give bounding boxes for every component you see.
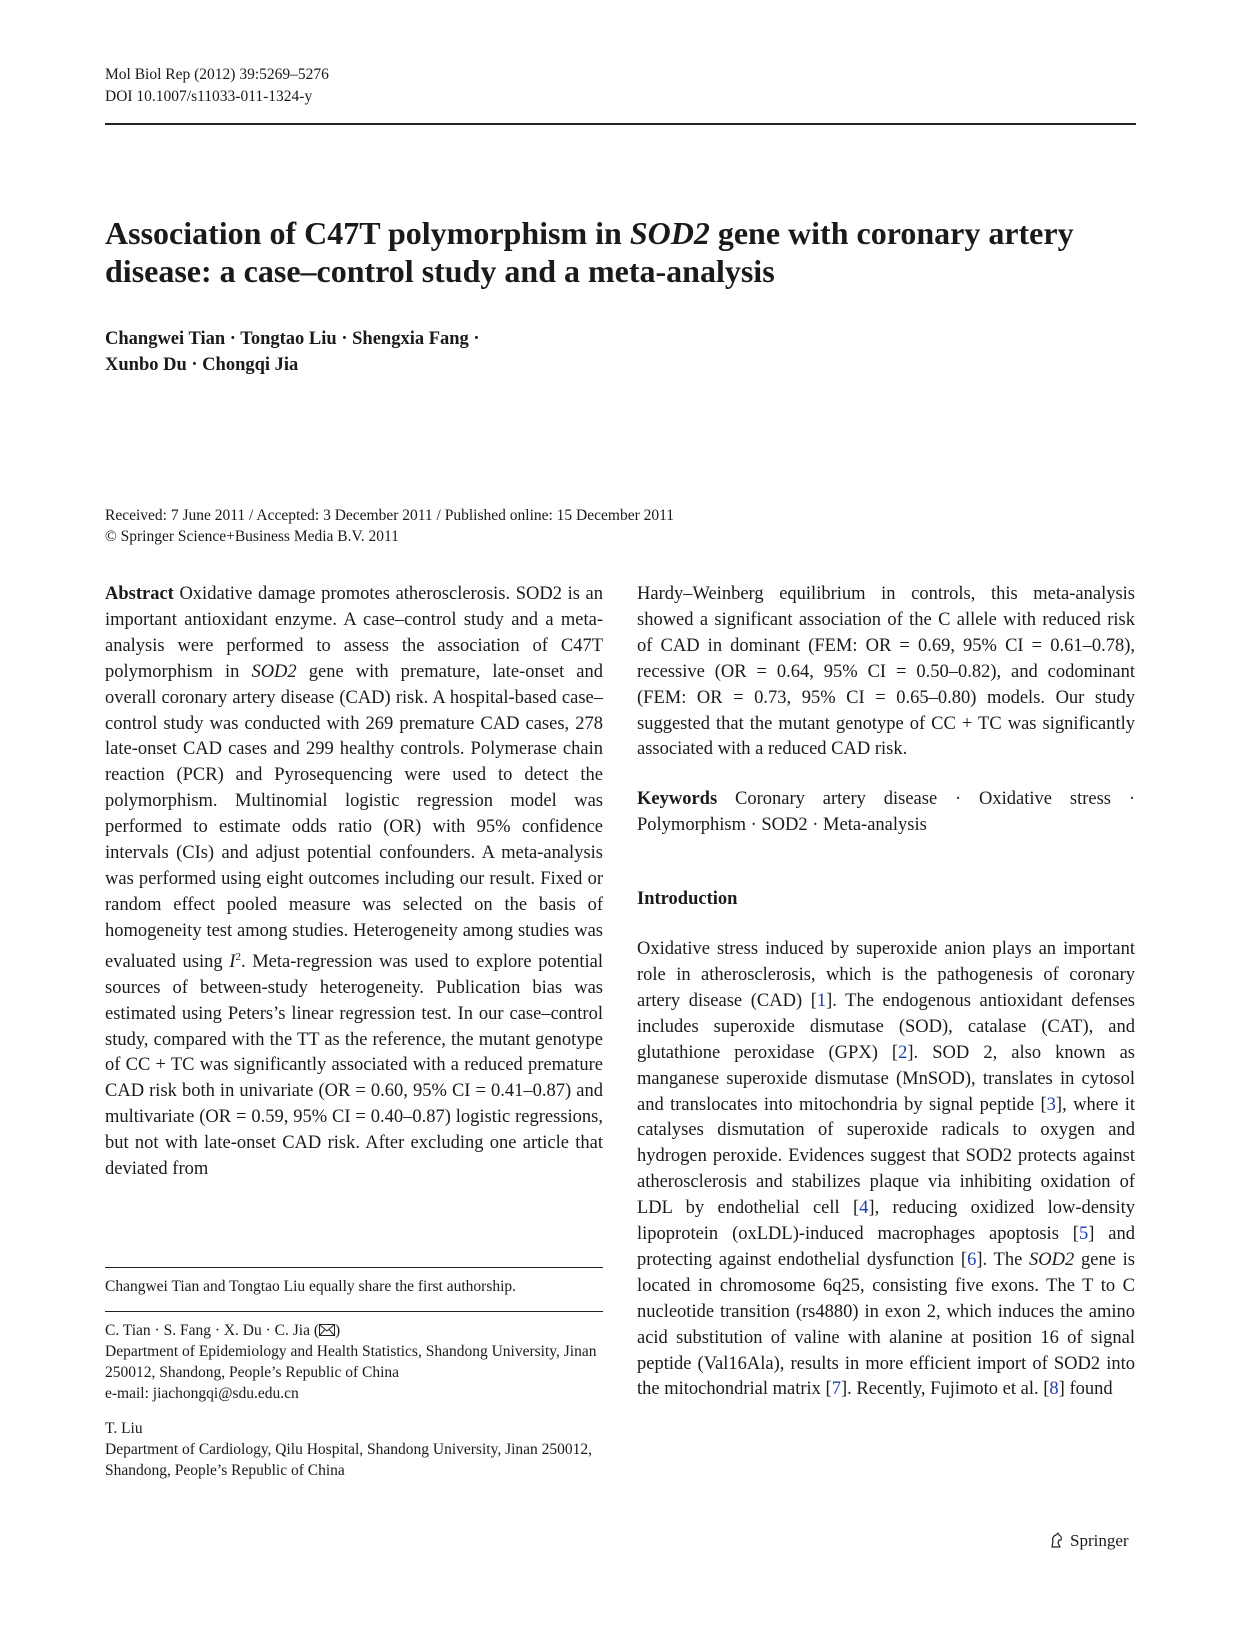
affiliations — [105, 1320, 603, 1495]
affiliation-1-dept: Department of Epidemiology and Health Statistics, Shandong University, Jinan 250012, Shandong, People’s Republic of China — [105, 1343, 597, 1381]
corresponding-email[interactable]: e-mail: jiachongqi@sdu.edu.cn — [105, 1385, 299, 1402]
affiliation-2-dept: Department of Cardiology, Qilu Hospital, Shandong University, Jinan 250012, Shandong, People’s Republic of China — [105, 1441, 593, 1479]
journal-header — [105, 64, 329, 108]
reference-link[interactable]: 7 — [831, 1379, 841, 1400]
publisher-logo — [1048, 1530, 1129, 1552]
affiliation-1: C. Tian · S. Fang · X. Du · C. Jia ( ) Department of Epidemiology and Health Statistics, Shandong University, Jinan 250012, Shandong, People’s Republic of China e-mail: jiachongqi@sdu.edu.cn — [105, 1322, 597, 1402]
reference-link[interactable]: 6 — [967, 1249, 977, 1270]
affiliation-rule — [105, 1311, 603, 1312]
journal-citation: Mol Biol Rep (2012) 39:5269–5276 — [105, 66, 329, 83]
keywords-label: Keywords — [637, 789, 718, 810]
springer-horse-icon — [1048, 1531, 1066, 1549]
equal-authorship-note: Changwei Tian and Tongtao Liu equally share the first authorship. — [105, 1278, 517, 1295]
publication-dates — [105, 505, 674, 547]
abstract-continued: Hardy–Weinberg equilibrium in controls, this meta-analysis showed a significant association of the C allele with reduced risk of CAD in dominant (FEM: OR = 0.69, 95% CI = 0.61–0.78), recessive (OR = 0.64, 95% CI = 0.50–0.82), and codominant (FEM: OR = 0.73, 95% CI = 0.65–0.80) models. Our study suggested that the mutant genotype of CC + TC was significantly associated with a reduced CAD risk. — [637, 584, 1135, 760]
affiliation-2: T. Liu Department of Cardiology, Qilu Hospital, Shandong University, Jinan 250012, Shandong, People’s Republic of China — [105, 1420, 593, 1479]
header-rule — [105, 123, 1136, 125]
dates-line: Received: 7 June 2011 / Accepted: 3 December 2011 / Published online: 15 December 2011 — [105, 507, 675, 524]
doi: DOI 10.1007/s11033-011-1324-y — [105, 88, 313, 105]
author-line-2: Xunbo Du · Chongqi Jia — [105, 355, 299, 375]
right-column — [637, 582, 1135, 1403]
keywords: Keywords Coronary artery disease · Oxidative stress · Polymorphism · SOD2 · Meta-analysis — [637, 789, 1135, 836]
footnote-rule — [105, 1267, 603, 1268]
author-list — [105, 326, 480, 378]
reference-link[interactable]: 4 — [859, 1198, 869, 1219]
reference-link[interactable]: 8 — [1049, 1379, 1059, 1400]
introduction-heading: Introduction — [637, 889, 738, 910]
left-column — [105, 582, 603, 1183]
publisher-name: Springer — [1070, 1531, 1129, 1550]
reference-link[interactable]: 3 — [1046, 1094, 1056, 1115]
abstract-label: Abstract — [105, 584, 174, 604]
title-gene: SOD2 — [629, 215, 710, 251]
reference-link[interactable]: 5 — [1078, 1224, 1089, 1245]
reference-link[interactable]: 1 — [816, 990, 827, 1011]
author-line-1: Changwei Tian · Tongtao Liu · Shengxia Fang · — [105, 329, 480, 349]
article-title: Association of C47T polymorphism in SOD2 gene with coronary artery disease: a case–control study and a meta-analysis — [105, 215, 1074, 289]
abstract-paragraph: Abstract Oxidative damage promotes atherosclerosis. SOD2 is an important antioxidant enzyme. A case–control study and a meta-analysis were performed to assess the association of C47T polymorphism in SOD2 gene with premature, late-onset and overall coronary artery disease (CAD) risk. A hospital-based case–control study was conducted with 269 premature CAD cases, 278 late-onset CAD cases and 299 healthy controls. Polymerase chain reaction (PCR) and Pyrosequencing were used to detect the polymorphism. Multinomial logistic regression model was performed to estimate odds ratio (OR) with 95% confidence intervals (CIs) and adjust potential confounders. A meta-analysis was performed using eight outcomes including our result. Fixed or random effect pooled measure was selected on the basis of homogeneity test among studies. Heterogeneity among studies was evaluated using $I^2$. Meta-regression was used to explore potential sources of between-study heterogeneity. Publication bias was estimated using Peters’s linear regression test. In our case–control study, compared with the TT as the reference, the mutant genotype of CC + TC was significantly associated with a reduced premature CAD risk both in univariate (OR = 0.60, 95% CI = 0.41–0.87) and multivariate (OR = 0.59, 95% CI = 0.40–0.87) logistic regressions, but not with late-onset CAD risk. After excluding one article that deviated from — [105, 584, 604, 1180]
copyright-line: © Springer Science+Business Media B.V. 2011 — [105, 528, 399, 545]
envelope-icon — [319, 1324, 335, 1336]
introduction-paragraph: Oxidative stress induced by superoxide anion plays an important role in atherosclerosis, which is the pathogenesis of coronary artery disease (CAD) [1]. The endogenous antioxidant defenses includes superoxide dismutase (SOD), catalase (CAT), and glutathione peroxidase (GPX) [2]. SOD 2, also known as manganese superoxide dismutase (MnSOD), translates in cytosol and translocates into mitochondria by signal peptide [3], where it catalyses dismutation of superoxide radicals to oxygen and hydrogen peroxide. Evidences suggest that SOD2 protects against atherosclerosis and stabilizes plaque via inhibiting oxidation of LDL by endothelial cell [4], reducing oxidized low-density lipoprotein (oxLDL)-induced macrophages apoptosis [5] and protecting against endothelial dysfunction [6]. The SOD2 gene is located in chromosome 6q25, consisting five exons. The T to C nucleotide transition (rs4880) in exon 2, which induces the amino acid substitution of valine with alanine at position 16 of signal peptide (Val16Ala), results in more efficient import of SOD2 into the mitochondrial matrix [7]. Recently, Fujimoto et al. [8] found — [637, 939, 1136, 1400]
reference-link[interactable]: 2 — [898, 1042, 908, 1063]
